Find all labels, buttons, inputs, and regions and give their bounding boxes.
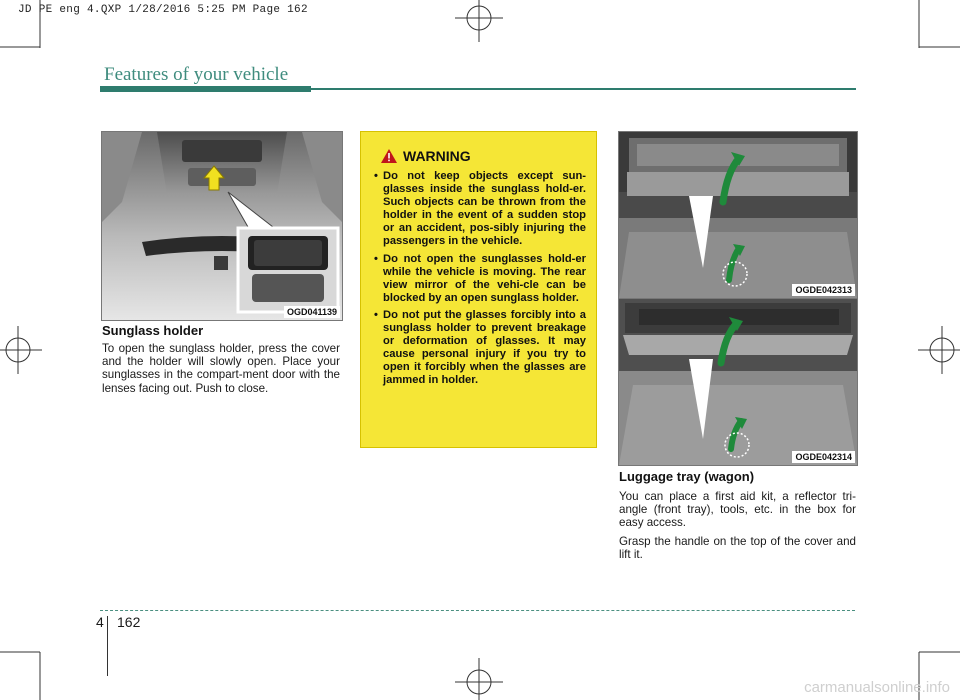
sunglass-holder-illustration [102,132,342,320]
warning-box [360,131,597,448]
page-number: 162 [117,614,141,630]
header-accent-bar [100,86,311,92]
luggage-heading: Luggage tray (wagon) [619,469,755,484]
warning-item: • Do not open the sunglasses hold-er while the vehicle is moving. The rear view mirror of the vehi-cle can be blocked by an open sunglass holder. [371,253,586,305]
warning-triangle-icon [381,149,397,163]
luggage-body-1: You can place a first aid kit, a reflector tri-angle (front tray), tools, etc. in the box for easy access. [619,490,856,530]
warning-list [371,170,586,388]
warning-header [381,148,586,164]
warning-item: • Do not keep objects except sun-glasses inside the sunglass hold-er. Such objects can be thrown from the holder in the event of a sudden stop or an accident, pos-sibly injuring the passengers in the vehicle. [371,170,586,249]
photo-code-sunglass: OGD041139 [284,306,340,318]
luggage-body-2: Grasp the handle on the top of the cover and lift it. [619,535,856,562]
luggage-tray-photo-front [618,131,858,299]
luggage-tray-photo-rear [618,298,858,466]
sunglass-body: To open the sunglass holder, press the cover and the holder will slowly open. Place your sunglasses in the compart-ment door with the lenses facing out. Push to close. [102,342,340,395]
warning-item: • Do not put the glasses forcibly into a sunglass holder to prevent breakage or deformation of glasses. It may cause personal injury if you try to open it forcibly when the glasses are jammed in holder. [371,309,586,388]
watermark: carmanualsonline.info [804,679,950,696]
photo-code-luggage-front: OGDE042313 [792,284,855,296]
luggage-tray-front-illustration [619,132,857,298]
luggage-tray-rear-illustration [619,299,857,465]
section-title: Features of your vehicle [104,64,289,85]
footer-rule [100,610,855,611]
warning-title: WARNING [403,148,471,164]
sunglass-holder-photo [101,131,343,321]
chapter-number: 4 [96,614,104,630]
print-slug: JD PE eng 4.QXP 1/28/2016 5:25 PM Page 162 [18,4,308,16]
photo-code-luggage-rear: OGDE042314 [792,451,855,463]
footer-divider [107,616,108,676]
sunglass-heading: Sunglass holder [102,323,204,338]
